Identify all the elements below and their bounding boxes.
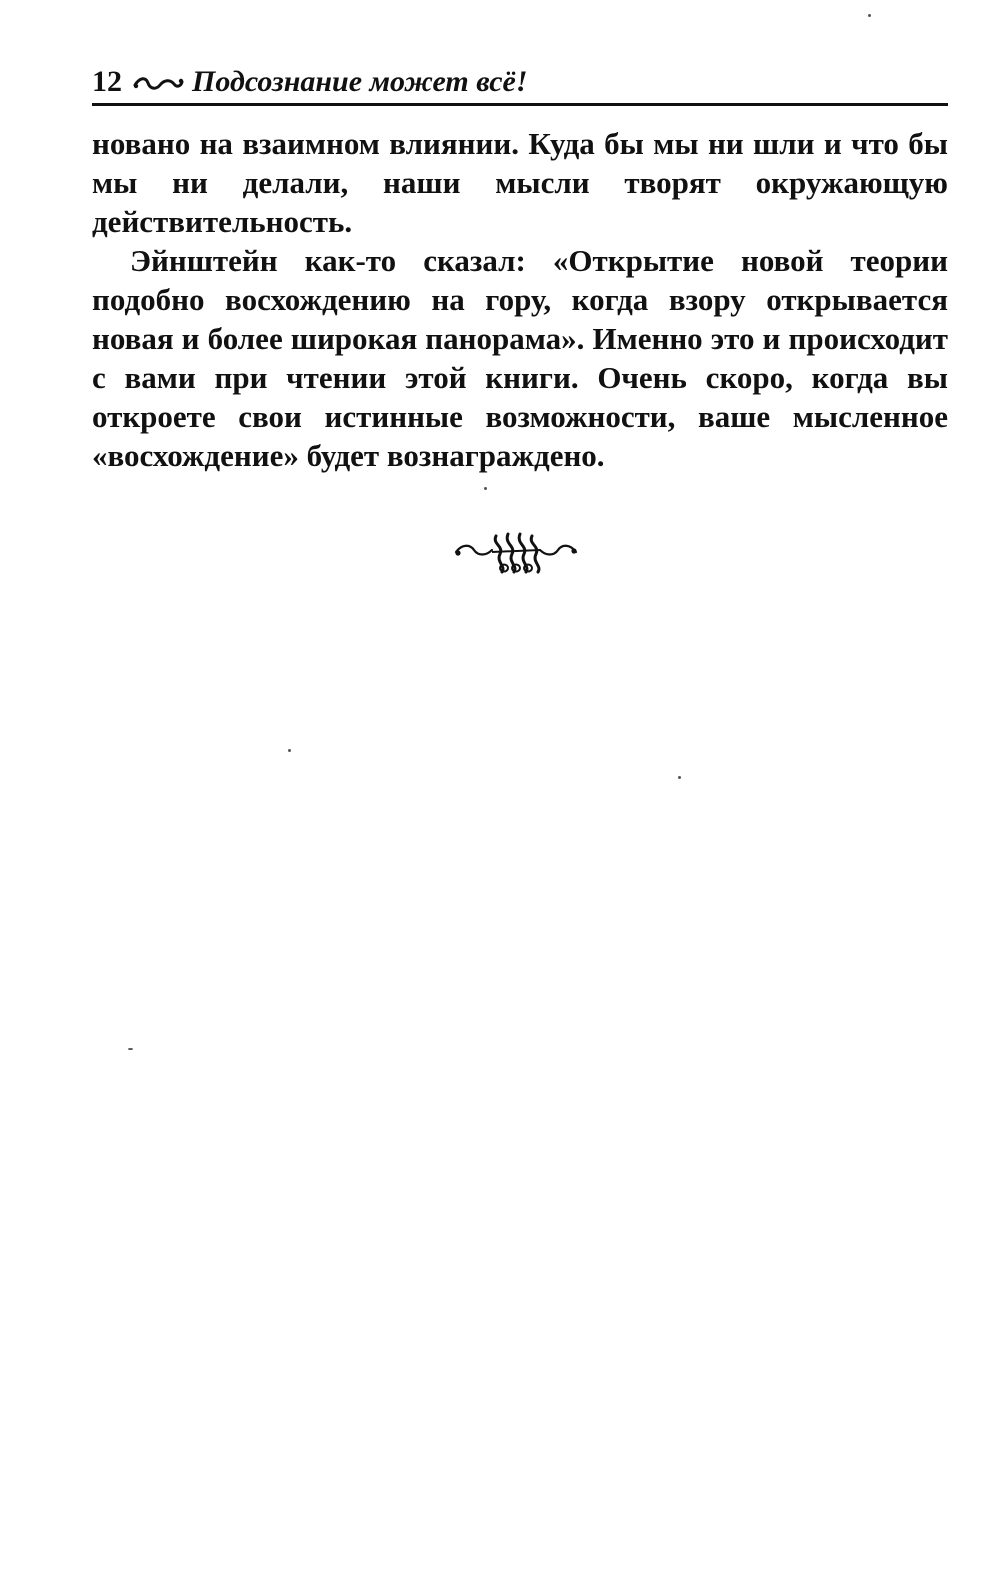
print-speck xyxy=(678,776,681,779)
page-number: 12 xyxy=(92,65,122,98)
print-speck xyxy=(128,1048,133,1050)
book-title: Подсознание может всё! xyxy=(192,65,528,98)
paragraph-einstein-quote: Эйнштейн как-то сказал: «Открытие новой теории подобно восхождению на гору, когда взору открывается новая и более широкая панорама». Именно это и происходит с вами при чтении этой книги. Очень скоро, когда вы откроете свои истинные возможности, ваше мысленное «восхождение» будет вознаграждено. xyxy=(92,243,948,473)
print-speck xyxy=(868,14,871,17)
paragraph-continued: новано на взаимном влиянии. Куда бы мы ни шли и что бы мы ни делали, наши мысли творят окружающую действительность. xyxy=(92,126,948,239)
scroll-flourish-icon xyxy=(132,73,184,95)
chapter-end-ornament-icon xyxy=(452,528,580,576)
body-text xyxy=(92,124,948,475)
running-head xyxy=(92,60,948,106)
print-speck xyxy=(288,749,291,752)
print-speck xyxy=(484,487,487,490)
